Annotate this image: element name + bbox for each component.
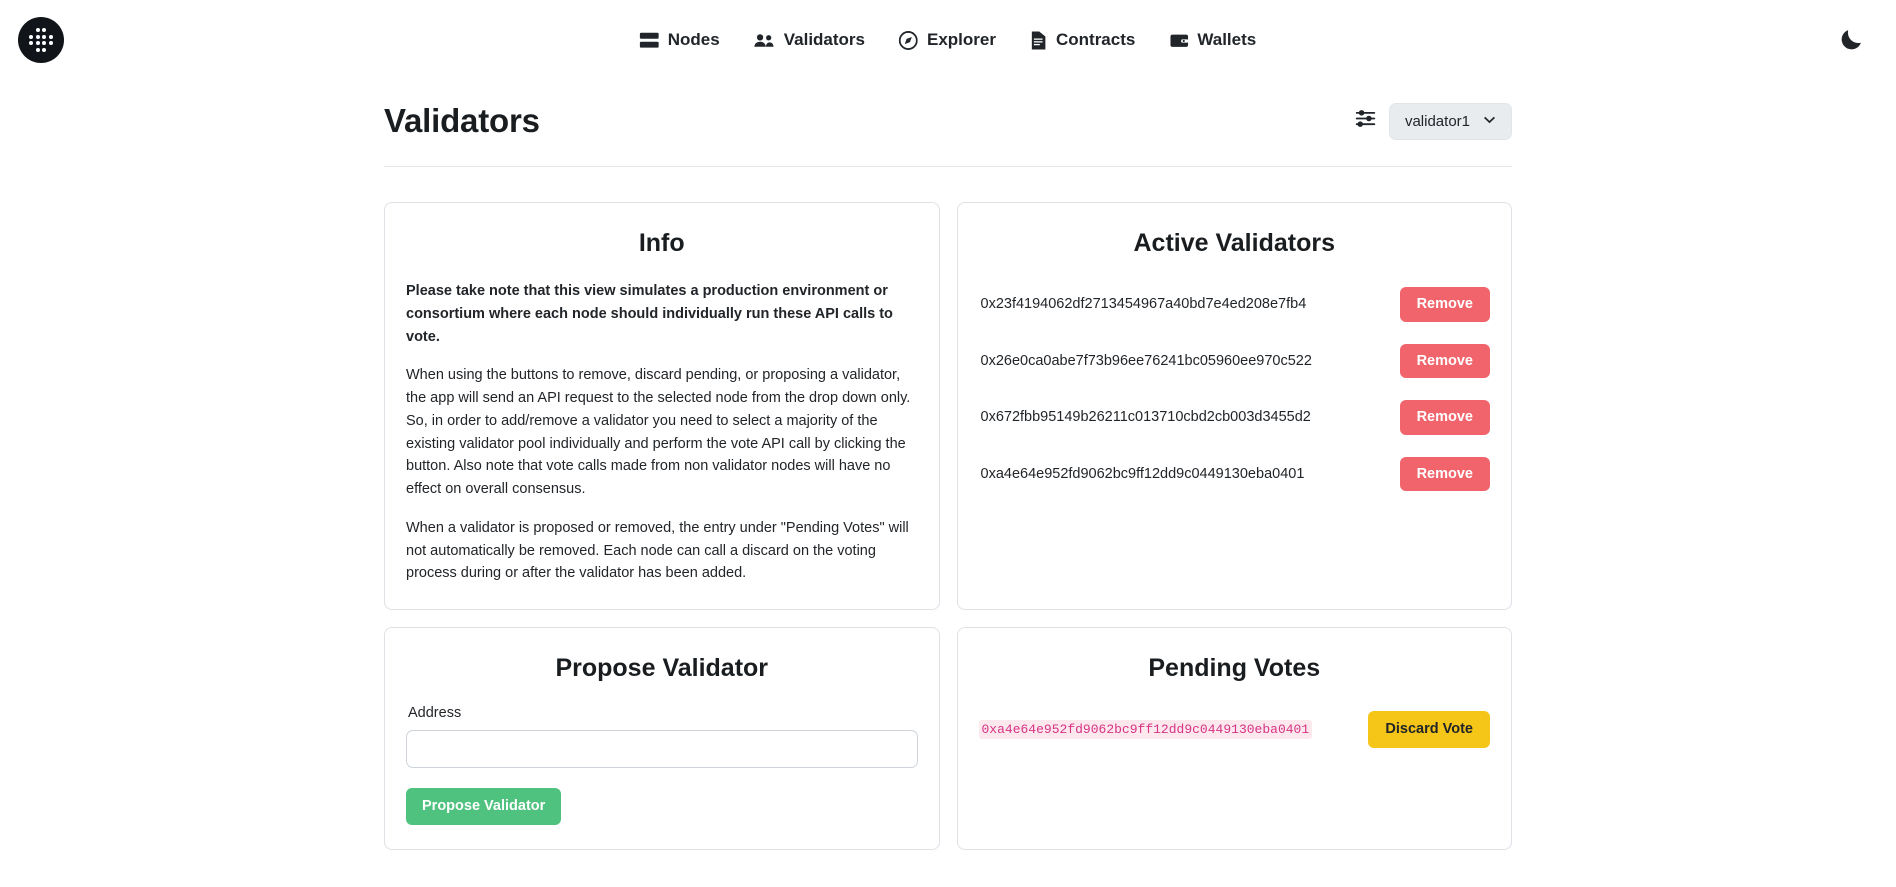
validator-address: 0x26e0ca0abe7f73b96ee76241bc05960ee970c522 bbox=[980, 352, 1312, 369]
discard-vote-button[interactable]: Discard Vote bbox=[1368, 711, 1490, 748]
page-container bbox=[384, 80, 1512, 850]
nav-links bbox=[640, 30, 1256, 50]
page-header-actions bbox=[1355, 103, 1512, 140]
validator-row bbox=[979, 393, 1491, 442]
people-icon bbox=[754, 31, 775, 50]
validator-address: 0xa4e64e952fd9062bc9ff12dd9c0449130eba0401 bbox=[980, 465, 1305, 482]
node-selector-dropdown[interactable] bbox=[1389, 103, 1512, 140]
propose-validator-button[interactable]: Propose Validator bbox=[406, 788, 561, 825]
nav-item-validators[interactable] bbox=[754, 30, 865, 50]
validator-address: 0x672fbb95149b26211c013710cbd2cb003d3455d2 bbox=[980, 409, 1311, 426]
nav-item-label: Explorer bbox=[927, 30, 996, 49]
nav-item-nodes[interactable] bbox=[640, 30, 720, 50]
nav-item-label: Nodes bbox=[667, 30, 720, 49]
info-paragraph-2: When using the buttons to remove, discard pending, or proposing a validator, the app will send an API request to the selected node from the drop down only. So, in order to add/remove a validator you need to select a majority of the existing validator pool individually and perform the vote API call by clicking the button. Also note that vote calls made from non validator nodes will have no effect on overall consensus. bbox=[406, 367, 911, 497]
top-navbar bbox=[0, 0, 1896, 80]
propose-actions bbox=[406, 788, 918, 825]
pending-vote-row bbox=[979, 705, 1491, 748]
info-card bbox=[384, 202, 940, 610]
moon-icon[interactable] bbox=[1838, 27, 1864, 53]
validator-row bbox=[979, 280, 1491, 329]
propose-validator-title: Propose Validator bbox=[555, 654, 769, 682]
remove-validator-button[interactable]: Remove bbox=[1400, 287, 1490, 322]
dotted-circle-logo-icon bbox=[29, 28, 53, 52]
remove-validator-button[interactable]: Remove bbox=[1400, 400, 1490, 435]
server-icon bbox=[640, 31, 659, 50]
pending-votes-card bbox=[957, 627, 1513, 850]
address-field-label: Address bbox=[408, 705, 462, 721]
remove-validator-button[interactable]: Remove bbox=[1400, 457, 1490, 492]
page-title: Validators bbox=[384, 102, 540, 139]
node-selector-value: validator1 bbox=[1404, 112, 1470, 130]
wallet-icon bbox=[1169, 31, 1188, 50]
brand-logo[interactable] bbox=[18, 17, 64, 63]
active-validators-card bbox=[957, 202, 1513, 610]
validator-row bbox=[979, 337, 1491, 386]
remove-validator-button[interactable]: Remove bbox=[1400, 344, 1490, 379]
compass-icon bbox=[899, 31, 918, 50]
nav-item-label: Wallets bbox=[1197, 30, 1257, 49]
cards-grid bbox=[384, 202, 1512, 850]
nav-item-label: Validators bbox=[783, 30, 865, 49]
info-card-title: Info bbox=[638, 229, 685, 257]
info-paragraph-3: When a validator is proposed or removed, the entry under "Pending Votes" will not automatically be removed. Each node can call a discard on the voting process during or after the validator has been added. bbox=[406, 519, 909, 582]
propose-validator-card bbox=[384, 627, 940, 850]
validator-row bbox=[979, 450, 1491, 499]
chevron-down-icon bbox=[1483, 113, 1496, 130]
nav-item-contracts[interactable] bbox=[1030, 30, 1135, 50]
address-input[interactable] bbox=[406, 730, 918, 768]
page-header bbox=[384, 102, 1512, 167]
active-validators-title: Active Validators bbox=[1133, 229, 1335, 257]
validator-address: 0x23f4194062df2713454967a40bd7e4ed208e7fb4 bbox=[980, 296, 1307, 313]
pending-vote-address: 0xa4e64e952fd9062bc9ff12dd9c0449130eba0401 bbox=[979, 720, 1313, 739]
info-paragraph-1: Please take note that this view simulates a production environment or consortium where each node should individually run these API calls to vote. bbox=[406, 283, 893, 345]
nav-item-explorer[interactable] bbox=[899, 30, 996, 50]
nav-item-label: Contracts bbox=[1055, 30, 1136, 49]
pending-votes-title: Pending Votes bbox=[1148, 654, 1321, 682]
nav-item-wallets[interactable] bbox=[1169, 30, 1256, 50]
sliders-icon[interactable] bbox=[1355, 108, 1376, 134]
file-text-icon bbox=[1030, 31, 1047, 50]
